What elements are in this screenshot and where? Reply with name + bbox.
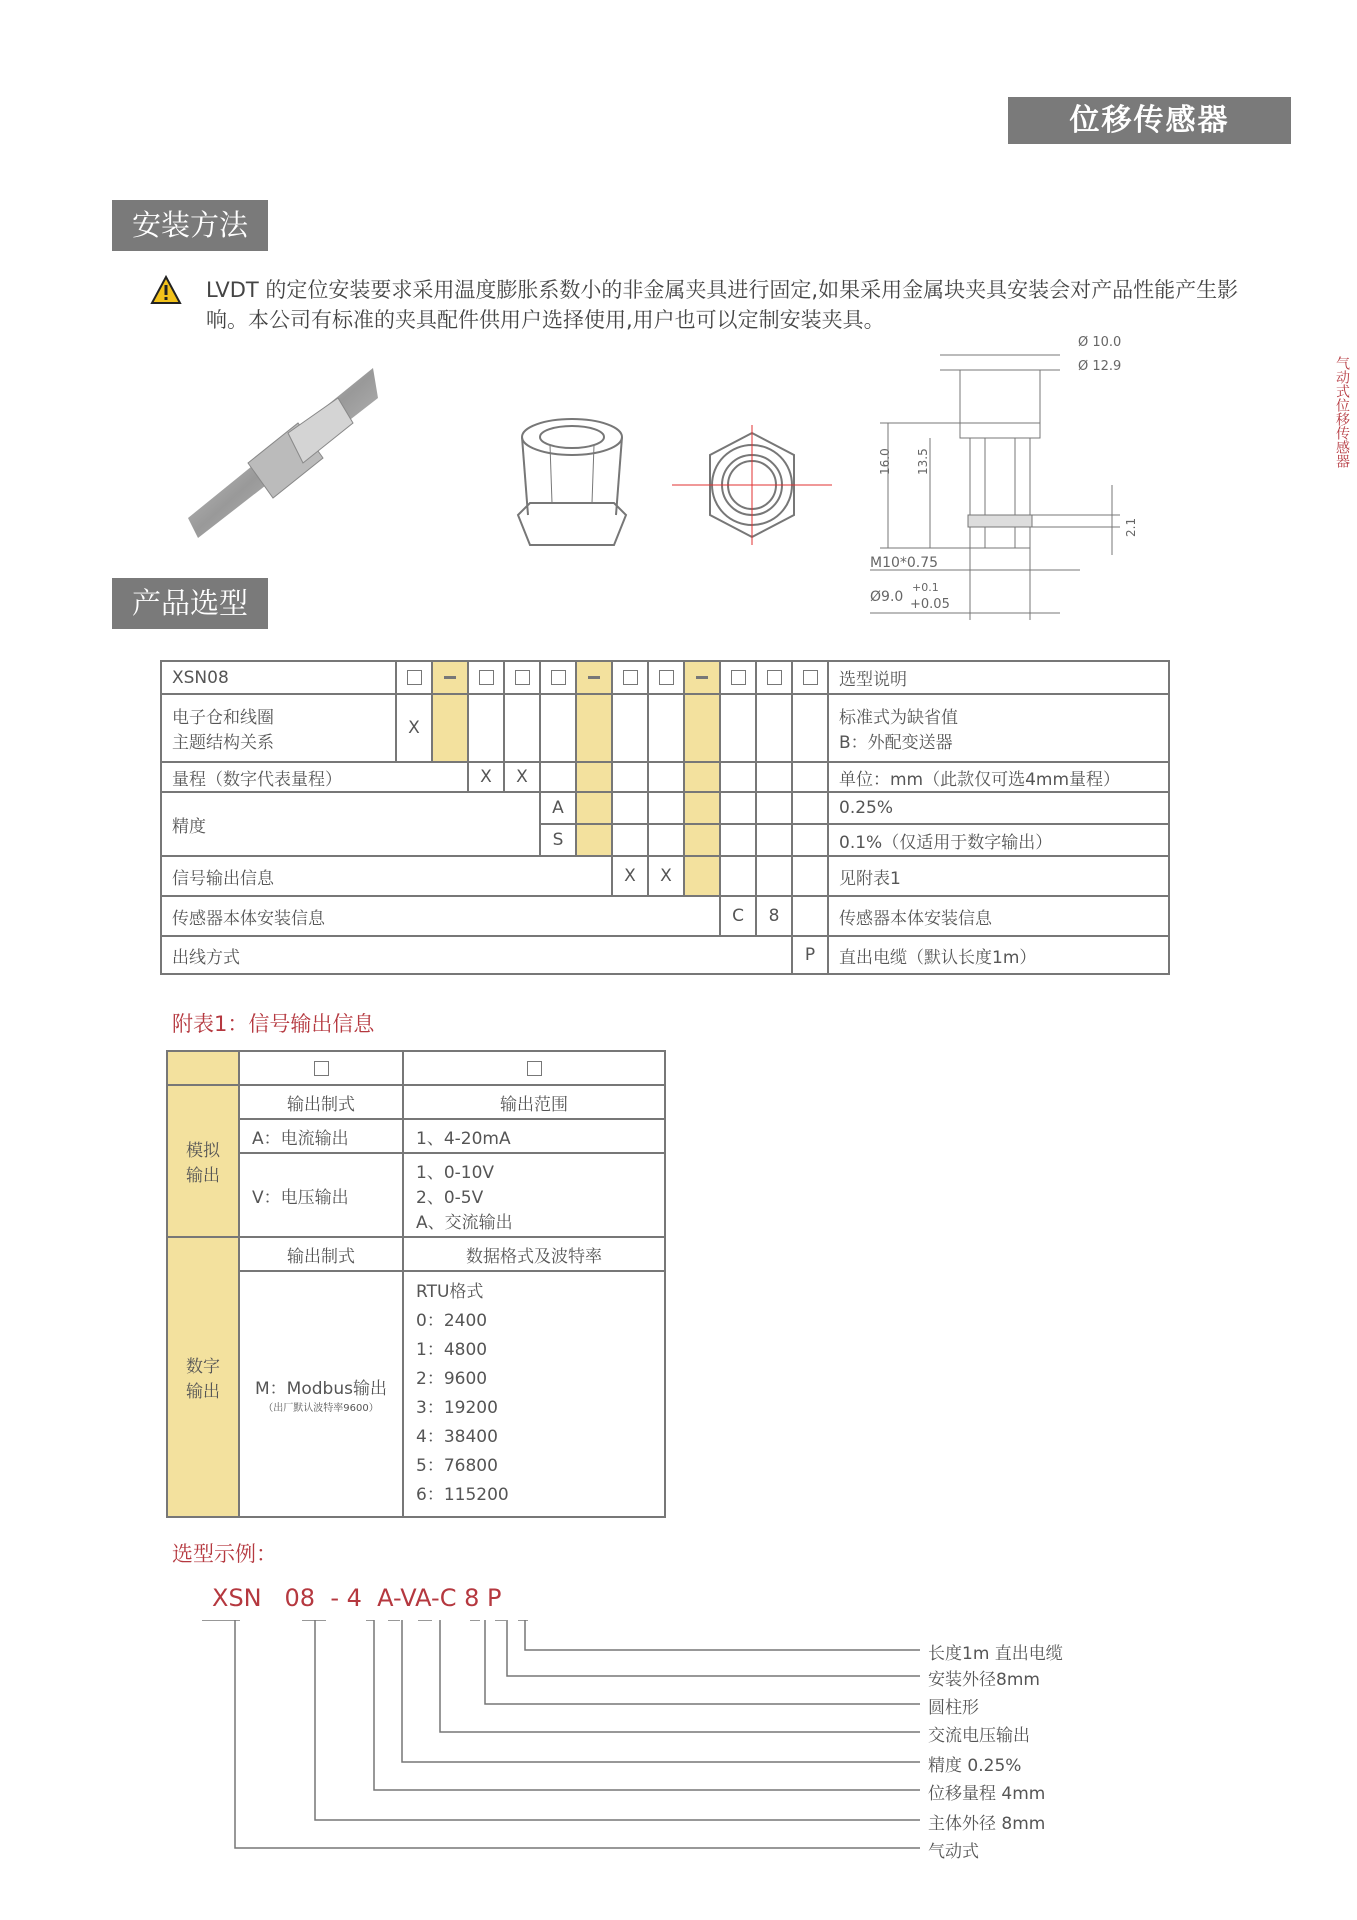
row1-desc: 标准式为缺省值 B：外配变送器 bbox=[828, 694, 1169, 762]
example-heading: 选型示例： bbox=[172, 1542, 277, 1566]
current-output-value: 1、4-20mA bbox=[403, 1119, 665, 1153]
example-label-2: 安装外径8mm bbox=[928, 1670, 1040, 1690]
example-label-4: 交流电压输出 bbox=[928, 1726, 1030, 1746]
dim-tol-low: +0.05 bbox=[910, 597, 950, 612]
example-label-3: 圆柱形 bbox=[928, 1698, 979, 1718]
row3-code-a: A bbox=[540, 792, 576, 824]
row2-code1: X bbox=[468, 762, 504, 792]
digital-group: 数字 输出 bbox=[167, 1237, 239, 1517]
checkbox-icon bbox=[659, 670, 674, 685]
checkbox-icon bbox=[803, 670, 818, 685]
dim-h3: 2.1 bbox=[1124, 517, 1138, 537]
dim-d2: Ø 12.9 bbox=[1078, 359, 1122, 374]
row3-label: 精度 bbox=[161, 792, 540, 856]
checkbox-icon bbox=[479, 670, 494, 685]
example-label-8: 气动式 bbox=[928, 1842, 979, 1862]
attach-heading: 附表1：信号输出信息 bbox=[172, 1012, 375, 1036]
row1-code: X bbox=[396, 694, 432, 762]
row4-desc: 见附表1 bbox=[828, 856, 1169, 896]
row3-desc-a: 0.25% bbox=[828, 792, 1169, 824]
row4-label: 信号输出信息 bbox=[161, 856, 612, 896]
dim-d3: Ø9.0 bbox=[870, 589, 904, 605]
modbus-label: M：Modbus输出 （出厂默认波特率9600） bbox=[239, 1271, 403, 1517]
analog-col1: 输出制式 bbox=[239, 1085, 403, 1119]
install-note: LVDT 的定位安装要求采用温度膨胀系数小的非金属夹具进行固定,如果采用金属块夹具安装会对产品性能产生影响。本公司有标准的夹具配件供用户选择使用,用户也可以定制安装夹具。 bbox=[206, 278, 1239, 332]
row4-code1: X bbox=[612, 856, 648, 896]
dim-tol-up: +0.1 bbox=[912, 581, 939, 594]
warning-icon bbox=[150, 275, 182, 305]
row3-desc-s: 0.1%（仅适用于数字输出） bbox=[828, 824, 1169, 856]
dash-icon bbox=[696, 676, 708, 679]
checkbox-icon bbox=[731, 670, 746, 685]
checkbox-icon bbox=[623, 670, 638, 685]
side-label: 气动式位移传感器 bbox=[1334, 356, 1350, 468]
row5-code1: C bbox=[720, 896, 756, 936]
analog-group: 模拟 输出 bbox=[167, 1085, 239, 1237]
dim-thread: M10*0.75 bbox=[870, 555, 939, 571]
row2-code2: X bbox=[504, 762, 540, 792]
selection-heading: 产品选型 bbox=[112, 578, 268, 629]
checkbox-icon bbox=[551, 670, 566, 685]
row3-code-s: S bbox=[540, 824, 576, 856]
dash-icon bbox=[588, 676, 600, 679]
row5-desc: 传感器本体安装信息 bbox=[828, 896, 1169, 936]
example-leader-lines bbox=[200, 1620, 940, 1880]
voltage-output-label: V：电压输出 bbox=[239, 1153, 403, 1237]
dash-icon bbox=[444, 676, 456, 679]
checkbox-icon bbox=[314, 1061, 329, 1076]
model-code: XSN08 bbox=[161, 661, 396, 694]
desc-header: 选型说明 bbox=[828, 661, 1169, 694]
row5-label: 传感器本体安装信息 bbox=[161, 896, 720, 936]
sensor-photo bbox=[188, 368, 378, 538]
current-output-label: A：电流输出 bbox=[239, 1119, 403, 1153]
install-heading: 安装方法 bbox=[112, 200, 268, 251]
dim-h1: 16.0 bbox=[878, 448, 892, 475]
analog-col2: 输出范围 bbox=[403, 1085, 665, 1119]
checkbox-icon bbox=[527, 1061, 542, 1076]
row6-label: 出线方式 bbox=[161, 936, 792, 974]
example-label-7: 主体外径 8mm bbox=[928, 1814, 1046, 1834]
checkbox-icon bbox=[407, 670, 422, 685]
clamp-3d-drawing bbox=[510, 415, 635, 555]
voltage-output-values: 1、0-10V 2、0-5V A、交流输出 bbox=[403, 1153, 665, 1237]
dimension-drawing bbox=[860, 335, 1140, 625]
baud-rate-list: RTU格式 0：2400 1：4800 2：9600 3：19200 4：38400 5：76800 6：115200 bbox=[403, 1271, 665, 1517]
digital-col2: 数据格式及波特率 bbox=[403, 1237, 665, 1271]
example-label-1: 长度1m 直出电缆 bbox=[928, 1644, 1063, 1664]
page-title: 位移传感器 bbox=[1008, 97, 1291, 144]
dim-h2: 13.5 bbox=[916, 448, 930, 475]
checkbox-icon bbox=[515, 670, 530, 685]
row6-desc: 直出电缆（默认长度1m） bbox=[828, 936, 1169, 974]
clamp-top-view bbox=[672, 425, 832, 545]
row1-label: 电子仓和线圈 主题结构关系 bbox=[161, 694, 396, 762]
signal-output-table bbox=[166, 1050, 666, 1518]
row5-code2: 8 bbox=[756, 896, 792, 936]
row4-code2: X bbox=[648, 856, 684, 896]
example-label-5: 精度 0.25% bbox=[928, 1756, 1022, 1776]
example-code: XSN 08 - 4 A-VA-C 8 P bbox=[212, 1584, 502, 1612]
row2-desc: 单位：mm（此款仅可选4mm量程） bbox=[828, 762, 1169, 792]
digital-col1: 输出制式 bbox=[239, 1237, 403, 1271]
row6-code: P bbox=[792, 936, 828, 974]
row2-label: 量程（数字代表量程） bbox=[161, 762, 468, 792]
selection-table bbox=[160, 660, 1170, 975]
example-label-6: 位移量程 4mm bbox=[928, 1784, 1046, 1804]
checkbox-icon bbox=[767, 670, 782, 685]
dim-d1: Ø 10.0 bbox=[1078, 335, 1122, 350]
